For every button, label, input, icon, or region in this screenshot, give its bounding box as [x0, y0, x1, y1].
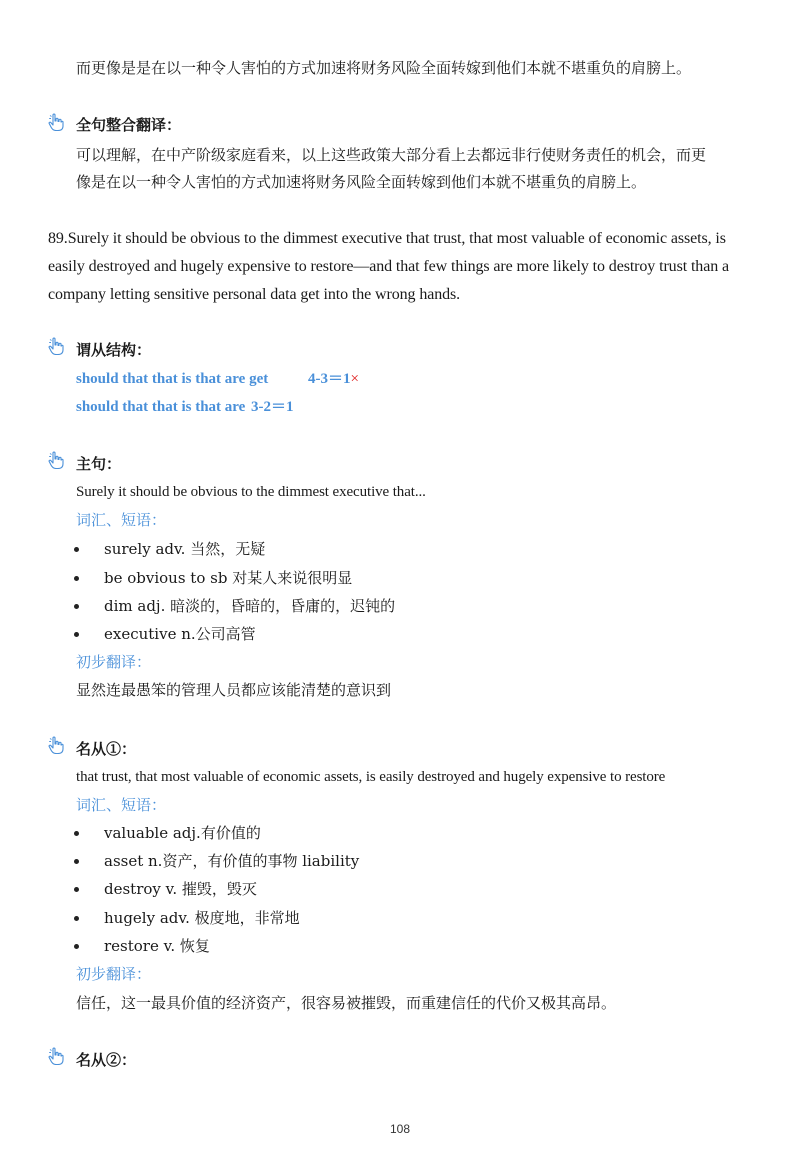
- vocab-text: valuable adj.有价值的: [104, 824, 261, 842]
- pointing-hand-icon: [48, 113, 64, 131]
- wrong-mark: ×: [350, 371, 359, 387]
- vocab-label: 词汇、短语：: [76, 511, 167, 529]
- full-translation-heading: 全句整合翻译：: [76, 116, 182, 134]
- vocab-text: destroy v. 摧毁，毁灭: [104, 880, 257, 898]
- structure-row-words: should that that is that are: [76, 399, 246, 415]
- sentence-line: easily destroyed and hugely expensive to restore—and that few things are more likely to destroy trust than a: [48, 258, 730, 275]
- bullet-icon: [74, 576, 79, 581]
- sentence-line: 89.Surely it should be obvious to the dimmest executive that trust, that most valuable of economic assets, is: [48, 230, 726, 247]
- vocab-label: 词汇、短语：: [76, 796, 167, 814]
- vocab-text: surely adv. 当然，无疑: [104, 540, 266, 558]
- bullet-icon: [74, 547, 79, 552]
- prev-translation-line: 而更像是是在以一种令人害怕的方式加速将财务风险全面转嫁到他们本就不堪重负的肩膀上。: [76, 59, 692, 77]
- vocab-text: dim adj. 暗淡的，昏暗的，昏庸的，迟钝的: [104, 597, 396, 615]
- vocab-text: asset n.资产，有价值的事物 liability: [104, 852, 360, 870]
- pointing-hand-icon: [48, 337, 64, 355]
- translation-label: 初步翻译：: [76, 653, 152, 671]
- main-clause-heading: 主句：: [76, 455, 122, 473]
- vocab-text: restore v. 恢复: [104, 937, 210, 955]
- translation-label: 初步翻译：: [76, 965, 152, 983]
- bullet-icon: [74, 944, 79, 949]
- structure-heading: 谓从结构：: [76, 341, 152, 359]
- noun-clause-1-text: that trust, that most valuable of economic assets, is easily destroyed and hugely expensive to restore: [76, 769, 666, 785]
- main-clause-text: Surely it should be obvious to the dimmest executive that...: [76, 484, 426, 500]
- bullet-icon: [74, 887, 79, 892]
- vocab-text: be obvious to sb 对某人来说很明显: [104, 569, 353, 587]
- pointing-hand-icon: [48, 1047, 64, 1065]
- structure-calc-text: 4-3＝1: [308, 371, 351, 387]
- bullet-icon: [74, 604, 79, 609]
- sentence-line: company letting sensitive personal data get into the wrong hands.: [48, 286, 461, 303]
- bullet-icon: [74, 632, 79, 637]
- page-number: 108: [389, 1122, 411, 1136]
- vocab-text: hugely adv. 极度地，非常地: [104, 909, 300, 927]
- full-translation-line: 像是在以一种令人害怕的方式加速将财务风险全面转嫁到他们本就不堪重负的肩膀上。: [76, 173, 647, 191]
- structure-row-calc: [308, 369, 359, 389]
- noun-clause-1-heading: 名从①：: [76, 740, 137, 758]
- structure-row-calc: 3-2＝1: [251, 399, 294, 415]
- noun-clause-2-heading: 名从②：: [76, 1051, 137, 1069]
- initial-translation: 显然连最愚笨的管理人员都应该能清楚的意识到: [76, 681, 392, 699]
- vocab-text: executive n.公司高管: [104, 625, 256, 643]
- bullet-icon: [74, 859, 79, 864]
- pointing-hand-icon: [48, 736, 64, 754]
- bullet-icon: [74, 831, 79, 836]
- initial-translation: 信任，这一最具价值的经济资产，很容易被摧毁，而重建信任的代价又极其高昂。: [76, 994, 617, 1012]
- bullet-icon: [74, 916, 79, 921]
- structure-row-words: should that that is that are get: [76, 371, 269, 387]
- pointing-hand-icon: [48, 451, 64, 469]
- full-translation-line: 可以理解，在中产阶级家庭看来，以上这些政策大部分看上去都远非行使财务责任的机会，而更: [76, 146, 707, 164]
